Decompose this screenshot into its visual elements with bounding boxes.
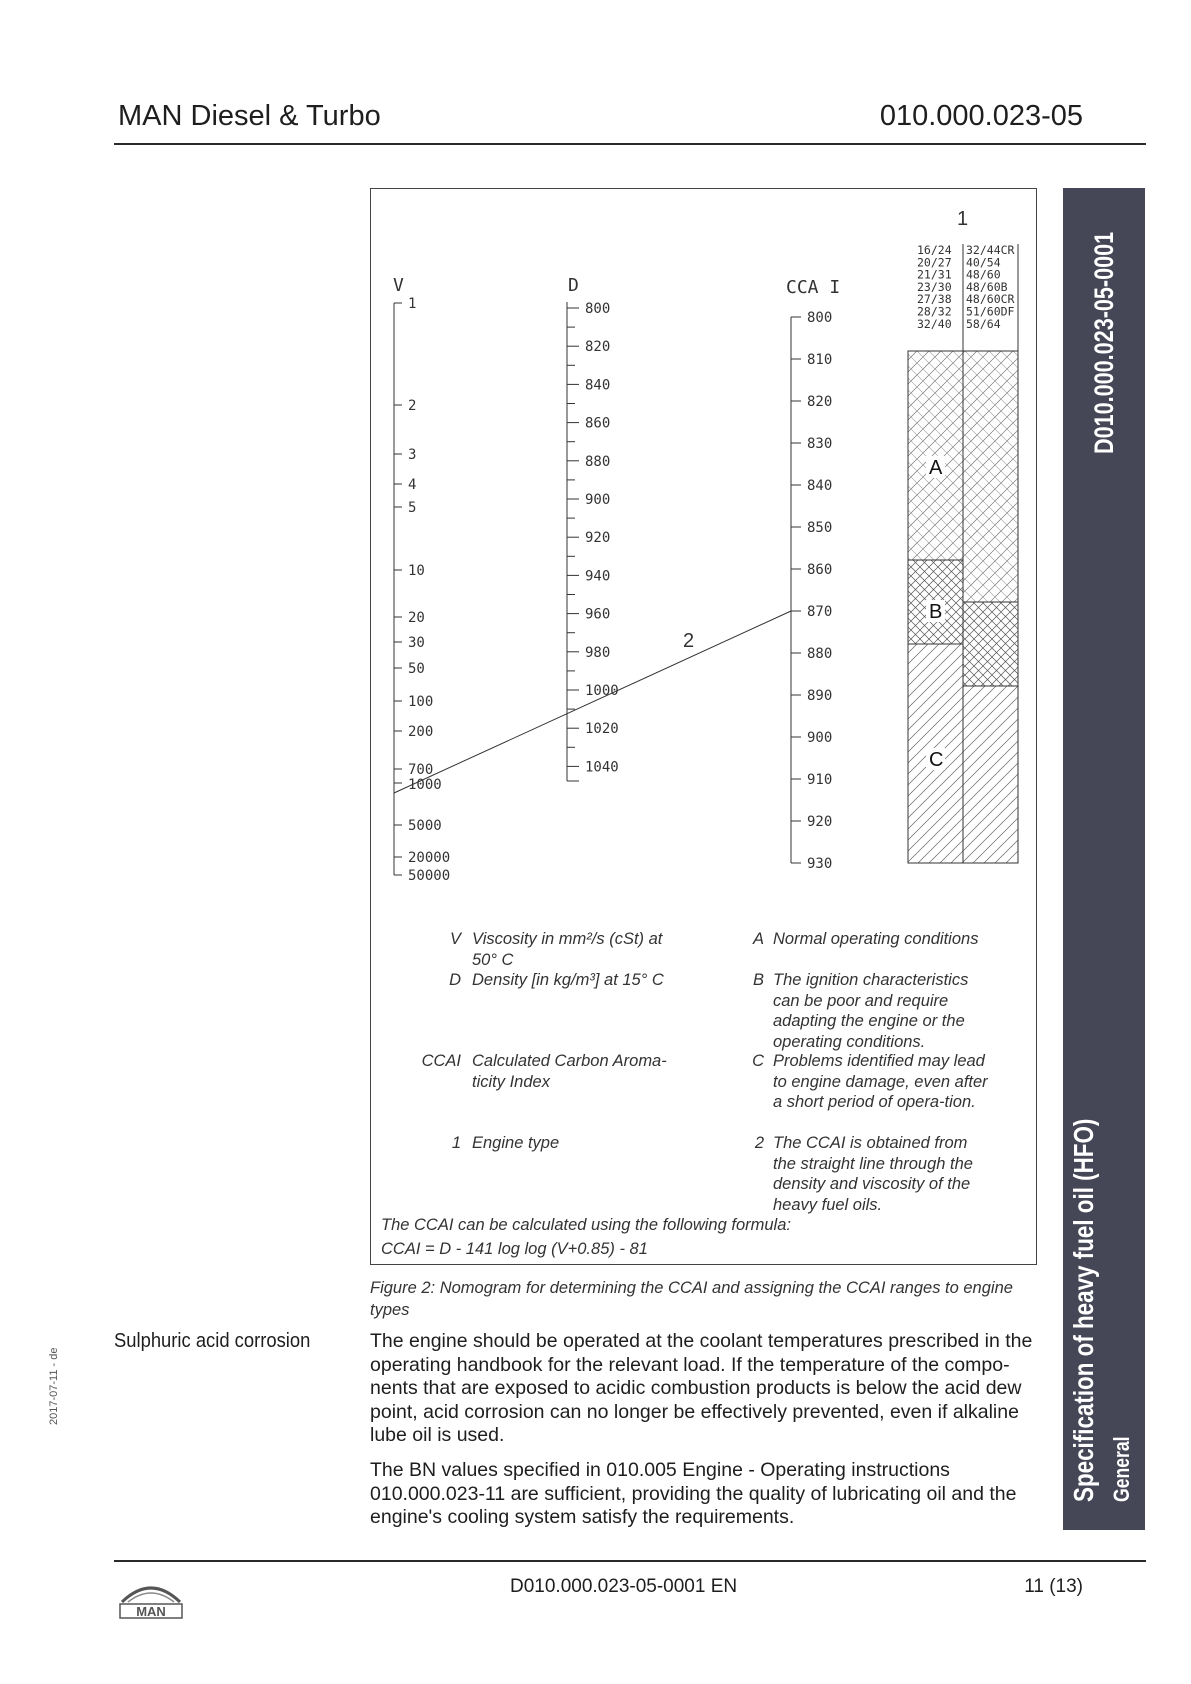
axis-d-tick-label: 1040 bbox=[585, 759, 619, 776]
engine-type-col1: 16/24 bbox=[917, 243, 952, 257]
axis-v-label: V bbox=[393, 275, 404, 296]
axis-ccai-tick-label: 810 bbox=[807, 352, 833, 368]
legend-key-1: 1 bbox=[451, 1134, 461, 1152]
axis-d-tick-label: 800 bbox=[585, 301, 611, 317]
zone-label-b: B bbox=[929, 601, 943, 623]
formula: CCAI = D - 141 log log (V+0.85) - 81 bbox=[381, 1240, 648, 1258]
axis-v-tick-label: 20 bbox=[408, 610, 425, 626]
axis-d-tick-label: 860 bbox=[585, 415, 611, 432]
paragraph-2: The BN values specified in 010.005 Engine - Operating instructions 010.000.023-11 are sufficient, providing the quality of lubricating oil and the engine's cooling system satisfy the requirements. bbox=[370, 1459, 1017, 1528]
axis-ccai-tick-label: 880 bbox=[807, 646, 833, 662]
axis-ccai-tick-label: 830 bbox=[807, 436, 833, 452]
engine-type-col2: 58/64 bbox=[966, 316, 1001, 331]
sidebar-subtitle: General bbox=[1109, 1436, 1134, 1502]
figure-caption: Figure 2: Nomogram for determining the CCAI and assigning the CCAI ranges to engine types bbox=[370, 1279, 1013, 1319]
engine-type-col2: 48/60 bbox=[966, 267, 1001, 282]
figure-frame bbox=[370, 188, 1037, 1265]
axis-v-tick-label: 20000 bbox=[408, 850, 451, 866]
formula-intro: The CCAI can be calculated using the following formula: bbox=[381, 1216, 791, 1234]
engine-type-col2: 48/60CR bbox=[966, 292, 1015, 307]
legend-text-1: Engine type bbox=[472, 1134, 560, 1152]
axis-ccai-tick-label: 900 bbox=[807, 730, 833, 746]
engine-type-col1: 28/32 bbox=[917, 304, 952, 319]
footer-rule bbox=[114, 1560, 1146, 1562]
axis-d-tick-label: 940 bbox=[585, 568, 611, 585]
axis-d-tick-label: 840 bbox=[585, 377, 611, 394]
legend-key-2: 2 bbox=[754, 1134, 764, 1152]
axis-v-tick-label: 1000 bbox=[408, 777, 442, 793]
axis-ccai-tick-label: 930 bbox=[807, 856, 833, 872]
margin-date: 2017-07-11 - de bbox=[48, 1347, 60, 1425]
man-logo bbox=[118, 1580, 184, 1620]
section-label: Sulphuric acid corrosion bbox=[114, 1330, 311, 1352]
axis-v-tick-label: 30 bbox=[408, 635, 425, 651]
axis-ccai-tick-label: 890 bbox=[807, 688, 833, 704]
axis-ccai-tick-label: 820 bbox=[807, 394, 833, 410]
engine-type-col1: 23/30 bbox=[917, 279, 952, 294]
legend-key-b: B bbox=[752, 971, 764, 989]
axis-v-tick-label: 4 bbox=[408, 477, 417, 493]
zone-c-col2 bbox=[963, 686, 1018, 863]
engine-type-col2: 48/60B bbox=[966, 279, 1008, 294]
sidebar-title: Specification of heavy fuel oil (HFO) bbox=[1068, 1118, 1099, 1502]
legend-text-d: Density [in kg/m³] at 15° C bbox=[472, 971, 664, 989]
axis-d-tick-label: 820 bbox=[585, 339, 611, 356]
legend-key-ccai: CCAI bbox=[421, 1052, 461, 1070]
legend-text-c: Problems identified may lead to engine damage, even after a short period of opera-tion. bbox=[773, 1052, 988, 1111]
engine-type-col2: 32/44CR bbox=[966, 243, 1015, 257]
axis-v-tick-label: 1 bbox=[408, 296, 417, 312]
zone-label-a: A bbox=[929, 457, 943, 479]
axis-v-tick-label: 10 bbox=[408, 563, 425, 579]
axis-d-tick-label: 980 bbox=[585, 644, 611, 661]
sidebar-code: D010.000.023-05-0001 bbox=[1089, 231, 1119, 454]
engine-type-col2: 51/60DF bbox=[966, 304, 1015, 319]
zone-b-col2 bbox=[963, 602, 1018, 686]
zone-a-col2 bbox=[963, 351, 1018, 602]
zone-label-c: C bbox=[929, 749, 944, 771]
line-label-2: 2 bbox=[683, 630, 695, 652]
legend-text-a: Normal operating conditions bbox=[773, 930, 979, 948]
axis-ccai-tick-label: 800 bbox=[807, 310, 833, 326]
engine-type-col2: 40/54 bbox=[966, 255, 1001, 270]
footer-document-id: D010.000.023-05-0001 EN bbox=[510, 1576, 738, 1597]
axis-ccai-tick-label: 910 bbox=[807, 772, 833, 788]
company-name: MAN Diesel & Turbo bbox=[118, 100, 381, 132]
axis-ccai-tick-label: 850 bbox=[807, 520, 833, 536]
axis-ccai-tick-label: 870 bbox=[807, 604, 833, 620]
axis-v-tick-label: 200 bbox=[408, 724, 434, 740]
axis-v-tick-label: 3 bbox=[408, 447, 417, 463]
axis-d-tick-label: 1020 bbox=[585, 721, 619, 738]
axis-v-tick-label: 5000 bbox=[408, 818, 442, 834]
sidebar-tab bbox=[1063, 188, 1145, 1530]
axis-d-tick-label: 1000 bbox=[585, 683, 619, 699]
axis-d-tick-label: 880 bbox=[585, 453, 611, 470]
axis-ccai-tick-label: 860 bbox=[807, 562, 833, 578]
legend-key-v: V bbox=[449, 930, 461, 948]
engine-type-col1: 32/40 bbox=[917, 316, 952, 331]
axis-ccai-tick-label: 840 bbox=[807, 478, 833, 494]
legend-text-2: The CCAI is obtained from the straight line through the density and viscosity of the heavy fuel oils. bbox=[773, 1134, 973, 1214]
legend-key-c: C bbox=[752, 1052, 764, 1070]
logo-text: MAN bbox=[136, 1604, 166, 1619]
paragraph-1: The engine should be operated at the coolant temperatures prescribed in the operating handbook for the relevant load. If the temperature of the compo-nents that are exposed to acidic combustion products is below the acid dew point, acid corrosion can no longer be effectively prevented, even if alkaline lube oil is used. bbox=[370, 1330, 1033, 1446]
zone-a-col1 bbox=[908, 351, 963, 560]
axis-v-tick-label: 100 bbox=[408, 694, 434, 710]
axis-v-tick-label: 2 bbox=[408, 398, 417, 414]
axis-d-tick-label: 960 bbox=[585, 606, 611, 623]
axis-v-tick-label: 700 bbox=[408, 762, 434, 778]
legend-text-ccai: Calculated Carbon Aroma-ticity Index bbox=[472, 1052, 667, 1091]
axis-v-tick-label: 5 bbox=[408, 500, 417, 516]
document-number: 010.000.023-05 bbox=[879, 100, 1083, 132]
legend-key-d: D bbox=[449, 971, 461, 989]
axis-d-tick-label: 920 bbox=[585, 530, 611, 547]
legend-text-b: The ignition characteristics can be poor and require adapting the engine or the operating conditions. bbox=[773, 971, 969, 1051]
engine-type-label: 1 bbox=[957, 208, 969, 230]
axis-ccai-label: CCA I bbox=[786, 277, 841, 298]
engine-type-col1: 21/31 bbox=[917, 267, 952, 282]
axis-v-tick-label: 50000 bbox=[408, 868, 451, 884]
axis-ccai-tick-label: 920 bbox=[807, 814, 833, 830]
axis-d-label: D bbox=[568, 275, 579, 296]
axis-d-tick-label: 900 bbox=[585, 492, 611, 508]
header-rule bbox=[114, 143, 1146, 145]
axis-v-tick-label: 50 bbox=[408, 661, 425, 677]
legend-text-v: Viscosity in mm²/s (cSt) at 50° C bbox=[472, 930, 663, 969]
legend-key-a: A bbox=[752, 930, 764, 948]
engine-type-col1: 27/38 bbox=[917, 292, 952, 307]
engine-type-col1: 20/27 bbox=[917, 255, 952, 270]
footer-page-number: 11 (13) bbox=[1024, 1576, 1083, 1597]
